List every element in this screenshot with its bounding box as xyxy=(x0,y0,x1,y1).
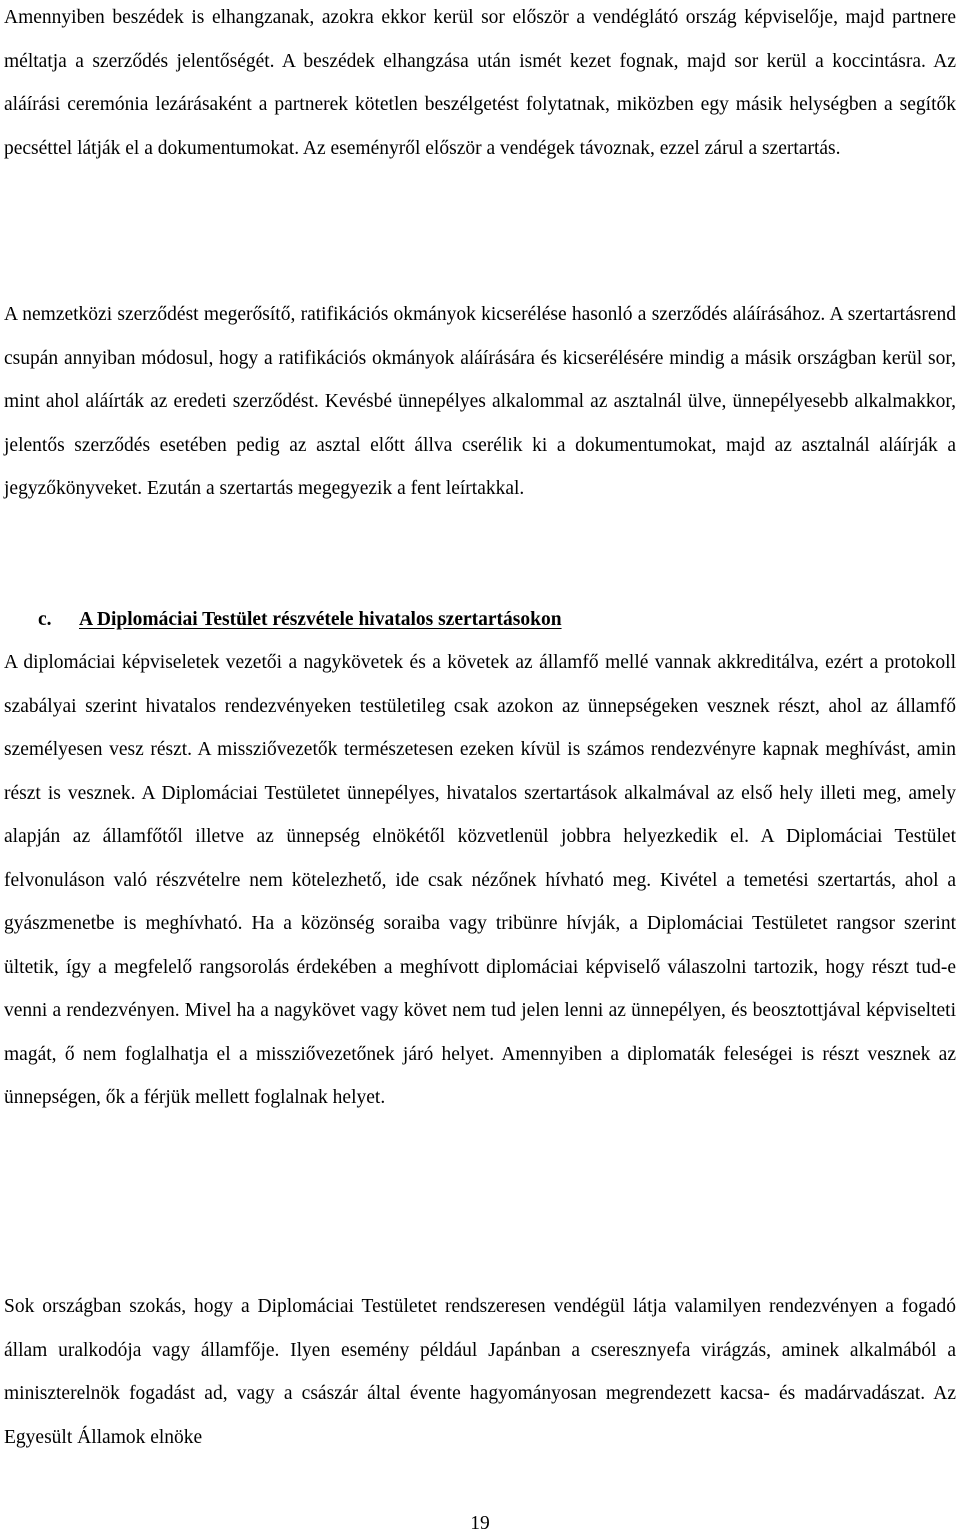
paragraph-host-events: Sok országban szokás, hogy a Diplomáciai Testületet rendszeresen vendégül látja valamilyen rendezvényen a fogadó állam uralkodója vagy államfője. Ilyen esemény például Japánban a cseresznyefa virágzás, aminek alkalmából a miniszterelnök fogadást ad, vagy a császár által évente hagyományosan megrendezett kacsa- és madárvadászat. Az Egyesült Államok elnöke xyxy=(4,1296,956,1448)
paragraph-diplomatic-corps: A diplomáciai képviseletek vezetői a nagykövetek és a követek az államfő mellé vannak akkreditálva, ezért a protokoll szabályai szerint hivatalos rendezvényeken testületileg csak azokon az ünnepségeken vesznek részt, ahol az államfő személyesen vesz részt. A missziővezetők természetesen ezeken kívül is számos rendezvényre kapnak meghívást, amin részt is vesznek. A Diplomáciai Testületet ünnepélyes, hivatalos szertartások alkalmával az első hely illeti meg, amely alapján az államfőtől illetve az ünnepség elnökétől közvetlenül jobbra helyezkedik el. A Diplomáciai Testület felvonuláson való részvételre nem kötelezhető, ide csak nézőnek hívható meg. Kivétel a temetési szertartás, ahol a gyászmenetbe is meghívható. Ha a közönség soraiba vagy tribünre hívják, a Diplomáciai Testületet rangsor szerint ültetik, így a megfelelő rangsorolás érdekében a meghívott diplomáciai képviselő válaszolni tartozik, hogy részt tud-e venni a rendezvényen. Mivel ha a nagykövet vagy követ nem tud jelen lenni az ünnepélyen, és beosztottjával képviselteti magát, ő nem foglalhatja el a missziővezetőnek járó helyet. Amennyiben a diplomaták feleségei is részt vesznek az ünnepségen, ők a férjük mellett foglalnak helyet. xyxy=(4,652,956,1108)
page-number: 19 xyxy=(470,1513,490,1534)
section-heading xyxy=(38,598,562,642)
section-title: A Diplomáciai Testület részvétele hivatalos szertartásokon xyxy=(79,609,562,630)
paragraph-signing-ceremony-end: Amennyiben beszédek is elhangzanak, azokra ekkor kerül sor először a vendéglátó ország képviselője, majd partnere méltatja a szerződés jelentőségét. A beszédek elhangzása után ismét kezet fognak, majd sor kerül a koccintásra. Az aláírási ceremónia lezárásaként a partnerek kötetlen beszélgetést folytatnak, miközben egy másik helységben a segítők pecséttel látják el a dokumentumokat. Az eseményről először a vendégek távoznak, ezzel zárul a szertartás. xyxy=(4,7,956,159)
paragraph-ratification-exchange: A nemzetközi szerződést megerősítő, ratifikációs okmányok kicserélése hasonló a szerződés aláírásához. A szertartásrend csupán annyiban módosul, hogy a ratifikációs okmányok aláírására és kicserélésére mindig a másik országban kerül sor, mint ahol aláírták az eredeti szerződést. Kevésbé ünnepélyes alkalommal az asztalnál ülve, ünnepélyesebb alkalmakkor, jelentős szerződés esetében pedig az asztal előtt állva cserélik ki a dokumentumokat, majd az asztalnál aláírják a jegyzőkönyveket. Ezután a szertartás megegyezik a fent leírtakkal. xyxy=(4,304,956,499)
section-number: c. xyxy=(38,609,52,630)
